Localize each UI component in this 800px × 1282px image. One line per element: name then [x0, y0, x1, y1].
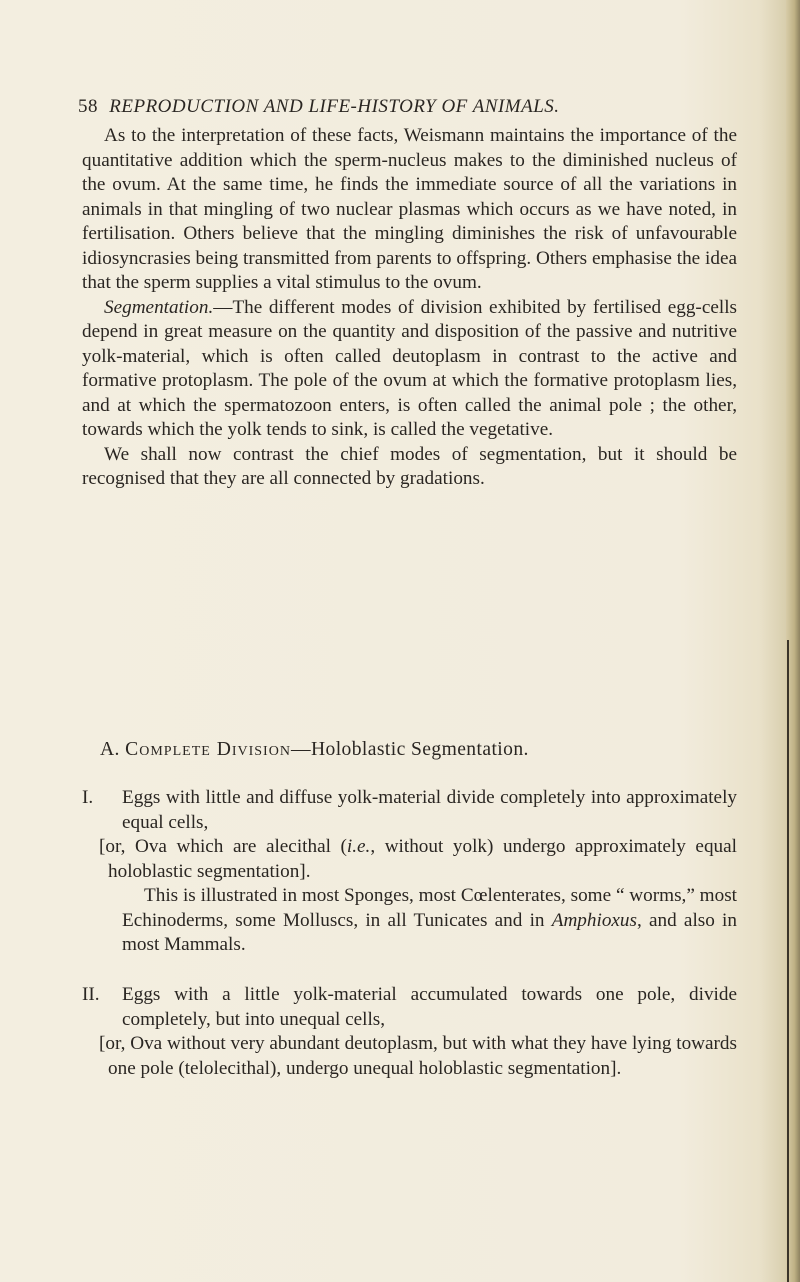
- ie-abbrev: i.e.: [346, 836, 371, 857]
- body-text: [82, 124, 737, 492]
- note-text: This is illustrated in most Sponges, most Cœlenterates, some “ worms,” most Echinoderms, some Molluscs, in all Tunicates and in: [122, 885, 737, 931]
- item-numeral: I.: [82, 787, 94, 808]
- item-body: Eggs with a little yolk-material accumulated towards one pole, divide completely, but into unequal cells,: [122, 984, 737, 1030]
- binding-line: [787, 640, 789, 1282]
- paragraph-contrast: We shall now contrast the chief modes of segmentation, but it should be recognised that they are all connected by gradations.: [82, 443, 737, 489]
- paragraph-interpretation: As to the interpretation of these facts, Weismann maintains the importance of the quantitative addition which the sperm-nucleus makes to the diminished nucleus of the ovum. At the same time, he finds the immediate source of all the variations in animals in that mingling of two nuclear plasmas which occurs as we have noted, in fertilisation. Others believe that the mingling diminishes the risk of unfavourable idiosyncrasies being transmitted from parents to offspring. Others emphasise the idea that the sperm supplies a vital stimulus to the ovum.: [82, 125, 737, 293]
- running-title: REPRODUCTION AND LIFE-HISTORY OF ANIMALS.: [109, 96, 560, 117]
- section-letter: A.: [100, 739, 120, 760]
- item-note: [122, 884, 737, 958]
- item-numeral: II.: [82, 984, 100, 1005]
- list-item: [82, 786, 737, 958]
- item-bracket: [or, Ova without very abundant deutoplasm, but with what they have lying towards one pole (telolecithal), undergo unequal holoblastic segmentation].: [99, 1033, 737, 1079]
- list-item: [82, 983, 737, 1081]
- paragraph-segmentation: [82, 296, 737, 443]
- note-text-end: , and also in most Mammals.: [122, 909, 737, 955]
- section-title: Complete Division: [125, 739, 291, 760]
- section-subtitle: —Holoblastic Segmentation.: [290, 739, 529, 760]
- section-heading: [100, 739, 740, 761]
- page-number: 58: [78, 96, 98, 117]
- item-body: Eggs with little and diffuse yolk-material divide completely into approximately equal cells,: [122, 787, 737, 833]
- segmentation-text: —The different modes of division exhibited by fertilised egg-cells depend in great measure on the quantity and disposition of the passive and nutritive yolk-material, which is often called deutoplasm in contrast to the active and formative protoplasm. The pole of the ovum at which the formative protoplasm lies, and at which the spermatozoon enters, is often called the animal pole ; the other, towards which the yolk tends to sink, is called the vegetative.: [82, 296, 737, 440]
- segmentation-lead: Segmentation.: [104, 296, 214, 318]
- bracket-text-end: , without yolk) undergo approximately equal holoblastic segmentation].: [108, 836, 737, 882]
- amphioxus-term: Amphioxus: [551, 909, 637, 931]
- running-header: [78, 96, 738, 118]
- bracket-text: [or, Ova which are alecithal (: [99, 836, 347, 857]
- item-bracket: [99, 835, 737, 884]
